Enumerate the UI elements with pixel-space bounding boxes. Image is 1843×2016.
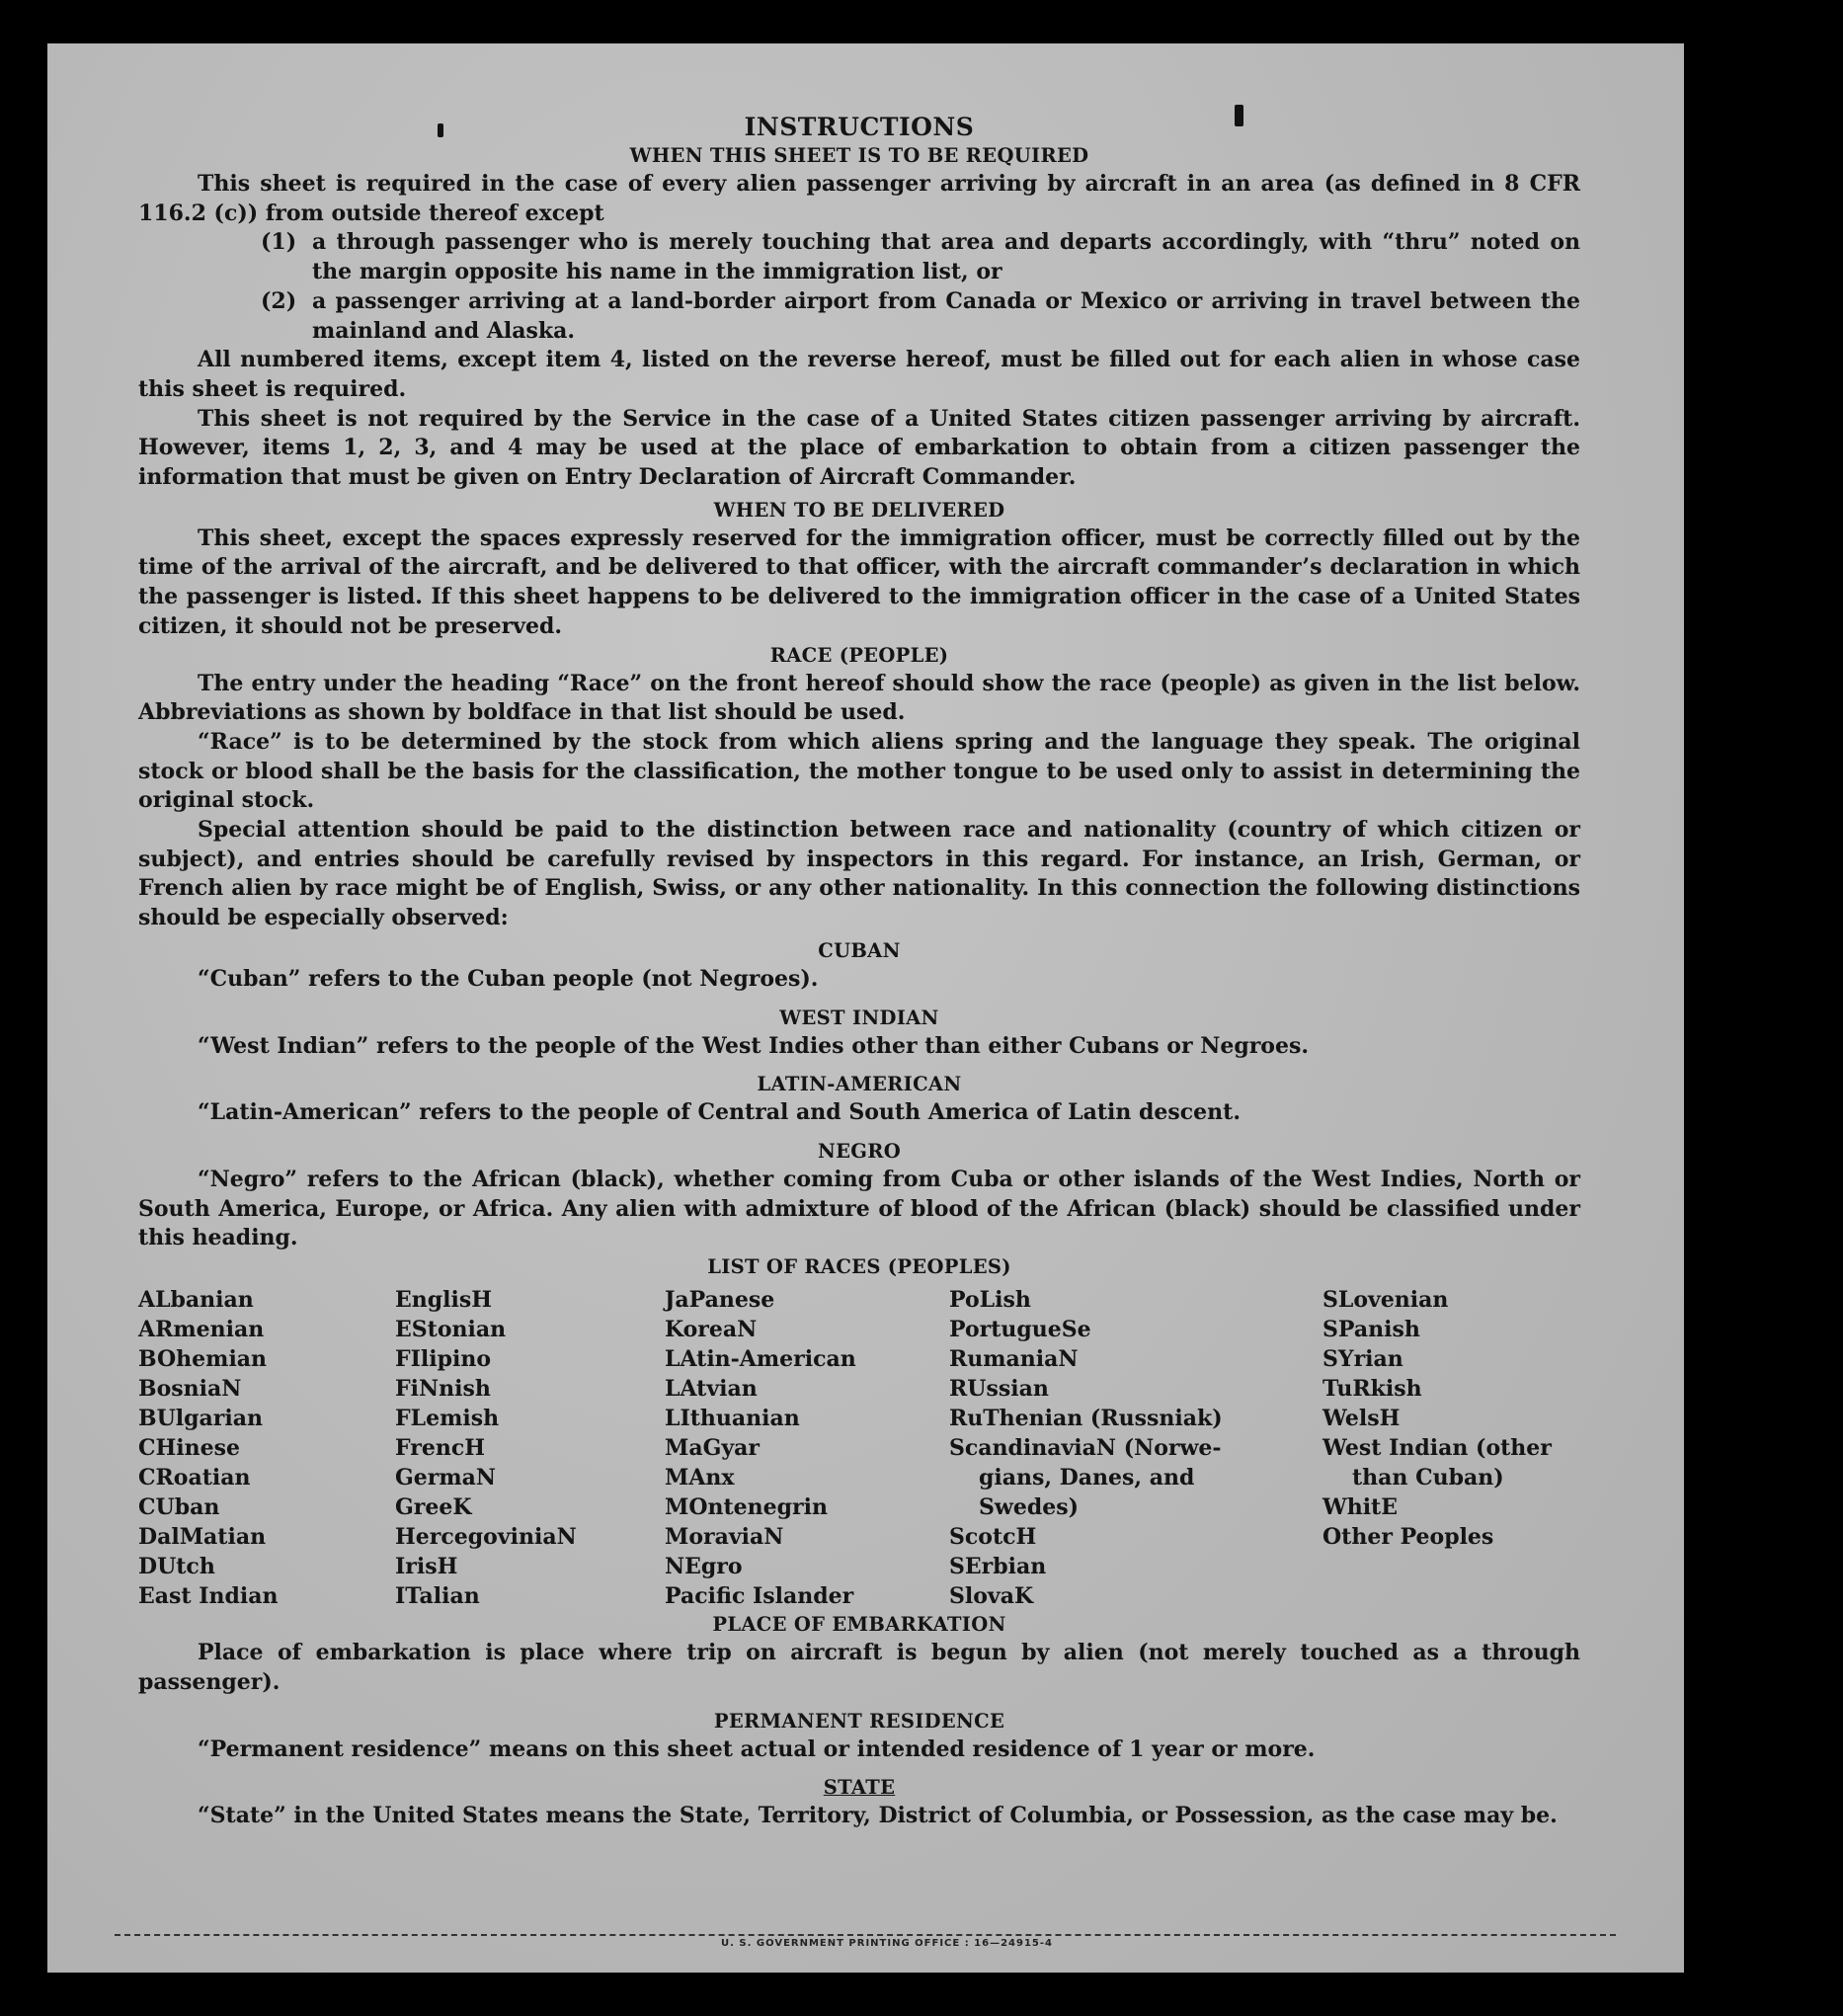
- race-item: DalMatian: [138, 1524, 267, 1551]
- race-item: DUtch: [138, 1554, 215, 1580]
- races-column: [949, 1285, 1322, 1611]
- item-number: (1): [261, 229, 297, 256]
- race-item: East Indian: [138, 1583, 279, 1610]
- paragraph: “Latin-American” refers to the people of Central and South America of Latin descent.: [198, 1099, 1241, 1126]
- paragraph: “Race” is to be determined by the stock from which aliens spring and the language they speak. The original stock or blood shall be the basis for the classification, the mother tongue to be used only to assist in determining the original stock.: [138, 728, 1580, 814]
- race-item: gians, Danes, and: [979, 1465, 1195, 1492]
- race-item: PoLish: [949, 1287, 1031, 1314]
- paragraph: All numbered items, except item 4, listed on the reverse hereof, must be filled out for each alien in whose case this sheet is required.: [138, 347, 1580, 402]
- races-column: [138, 1285, 395, 1611]
- race-item: IrisH: [395, 1554, 458, 1580]
- paragraph: “Permanent residence” means on this sheet actual or intended residence of 1 year or more.: [198, 1735, 1316, 1762]
- race-item: FLemish: [395, 1406, 500, 1432]
- race-item: EnglisH: [395, 1287, 493, 1314]
- paragraph: “West Indian” refers to the people of the West Indies other than either Cubans or Negroes.: [198, 1032, 1310, 1059]
- section-title-residence: PERMANENT RESIDENCE: [713, 1709, 1005, 1733]
- race-item: FiNnish: [395, 1376, 491, 1403]
- race-item: SLovenian: [1322, 1287, 1449, 1314]
- race-item: ARmenian: [138, 1317, 265, 1343]
- race-item: BUlgarian: [138, 1406, 263, 1432]
- race-item: MoraviaN: [665, 1524, 784, 1551]
- race-item: FIlipino: [395, 1346, 492, 1373]
- race-item: Swedes): [979, 1494, 1079, 1521]
- race-item: MAnx: [665, 1465, 735, 1492]
- section-title-cuban: CUBAN: [818, 938, 901, 962]
- race-item: Pacific Islander: [665, 1583, 854, 1610]
- race-item: HercegoviniaN: [395, 1524, 577, 1551]
- race-item: CUban: [138, 1494, 220, 1521]
- race-item: BOhemian: [138, 1346, 268, 1373]
- race-item: LAtvian: [665, 1376, 758, 1403]
- paragraph: “Negro” refers to the African (black), whether coming from Cuba or other islands of the West Indies, North or South America, Europe, or Africa. Any alien with admixture of blood of the African (black) should be classified under this heading.: [138, 1166, 1580, 1251]
- race-item: LAtin-American: [665, 1346, 856, 1373]
- race-item: GermaN: [395, 1465, 497, 1492]
- race-item: MaGyar: [665, 1435, 761, 1462]
- race-item: CRoatian: [138, 1465, 251, 1492]
- paragraph: Special attention should be paid to the distinction between race and nationality (country of which citizen or subject), and entries should be carefully revised by inspectors in this regard. For instance, an Irish, German, or French alien by race might be of English, Swiss, or any other nationality. In this connection the following distinctions should be especially observed:: [138, 817, 1580, 931]
- paragraph: Place of embarkation is place where trip on aircraft is begun by alien (not merely touched as a through passenger).: [138, 1640, 1580, 1695]
- page-title: INSTRUCTIONS: [744, 113, 975, 141]
- item-number: (2): [261, 287, 297, 314]
- paragraph: “Cuban” refers to the Cuban people (not Negroes).: [198, 965, 819, 992]
- section-title-negro: NEGRO: [817, 1139, 902, 1163]
- race-item: RUssian: [949, 1376, 1049, 1403]
- section-title-embarkation: PLACE OF EMBARKATION: [712, 1613, 1006, 1637]
- race-item: ITalian: [395, 1583, 480, 1610]
- section-title-west-indian: WEST INDIAN: [779, 1006, 939, 1029]
- races-column: [665, 1285, 949, 1611]
- paragraph: This sheet is not required by the Service in the case of a United States citizen passenger arriving by aircraft. However, items 1, 2, 3, and 4 may be used at the place of embarkation to obtain from a citizen passenger the information that must be given on Entry Declaration of Aircraft Commander.: [138, 405, 1580, 491]
- races-column: [395, 1285, 665, 1611]
- race-item: CHinese: [138, 1435, 241, 1462]
- item-text: a passenger arriving at a land-border airport from Canada or Mexico or arriving in travel between the mainland and Alaska.: [312, 287, 1580, 344]
- list-item: [261, 228, 1580, 286]
- race-item: SPanish: [1322, 1317, 1420, 1343]
- race-item: Other Peoples: [1322, 1524, 1494, 1551]
- section-title-delivered: WHEN TO BE DELIVERED: [713, 498, 1005, 522]
- race-item: EStonian: [395, 1317, 507, 1343]
- section-title-list-of-races: LIST OF RACES (PEOPLES): [707, 1255, 1011, 1279]
- item-text: a through passenger who is merely touching that area and departs accordingly, with “thru” noted on the margin opposite his name in the immigration list, or: [312, 229, 1580, 285]
- race-item: WhitE: [1322, 1494, 1398, 1521]
- race-item: JaPanese: [665, 1287, 775, 1314]
- section-title-latin-american: LATIN-AMERICAN: [757, 1073, 962, 1096]
- section-title-race: RACE (PEOPLE): [769, 643, 949, 667]
- race-item: than Cuban): [1352, 1465, 1504, 1492]
- race-item: FrencH: [395, 1435, 485, 1462]
- race-item: NEgro: [665, 1554, 743, 1580]
- race-item: ScotcH: [949, 1524, 1037, 1551]
- race-item: BosniaN: [138, 1376, 242, 1403]
- races-list: [138, 1285, 1580, 1611]
- race-item: MOntenegrin: [665, 1494, 828, 1521]
- race-item: SYrian: [1322, 1346, 1403, 1373]
- race-item: SErbian: [949, 1554, 1047, 1580]
- paragraph: This sheet, except the spaces expressly reserved for the immigration officer, must be correctly filled out by the time of the arrival of the aircraft, and be delivered to that officer, with the aircraft commander’s declaration in which the passenger is listed. If this sheet happens to be delivered to the immigration officer in the case of a United States citizen, it should not be preserved.: [138, 524, 1580, 639]
- paragraph: This sheet is required in the case of every alien passenger arriving by aircraft in an area (as defined in 8 CFR 116.2 (c)) from outside thereof except: [138, 171, 1580, 226]
- race-item: West Indian (other: [1322, 1435, 1552, 1462]
- race-item: LIthuanian: [665, 1406, 800, 1432]
- section-title-required: WHEN THIS SHEET IS TO BE REQUIRED: [629, 144, 1089, 167]
- race-item: RuThenian (Russniak): [949, 1406, 1223, 1432]
- paragraph: The entry under the heading “Race” on the front hereof should show the race (people) as given in the list below. Abbreviations as shown by boldface in that list should be used.: [138, 670, 1580, 726]
- instructions-content: [138, 113, 1580, 1831]
- race-item: GreeK: [395, 1494, 472, 1521]
- list-item: [261, 287, 1580, 346]
- races-column: [1322, 1285, 1580, 1611]
- race-item: PortugueSe: [949, 1317, 1091, 1343]
- race-item: RumaniaN: [949, 1346, 1079, 1373]
- printer-imprint: U. S. GOVERNMENT PRINTING OFFICE : 16—24915-4: [721, 1938, 1053, 1949]
- document-sheet: [47, 43, 1684, 1973]
- race-item: WelsH: [1322, 1406, 1401, 1432]
- footer-divider: [115, 1934, 1616, 1936]
- race-item: SlovaK: [949, 1583, 1034, 1610]
- paragraph: “State” in the United States means the State, Territory, District of Columbia, or Possession, as the case may be.: [198, 1803, 1558, 1829]
- section-title-state: STATE: [823, 1776, 896, 1800]
- race-item: TuRkish: [1322, 1376, 1422, 1403]
- race-item: ScandinaviaN (Norwe-: [949, 1435, 1222, 1462]
- race-item: KoreaN: [665, 1317, 758, 1343]
- race-item: ALbanian: [138, 1287, 254, 1314]
